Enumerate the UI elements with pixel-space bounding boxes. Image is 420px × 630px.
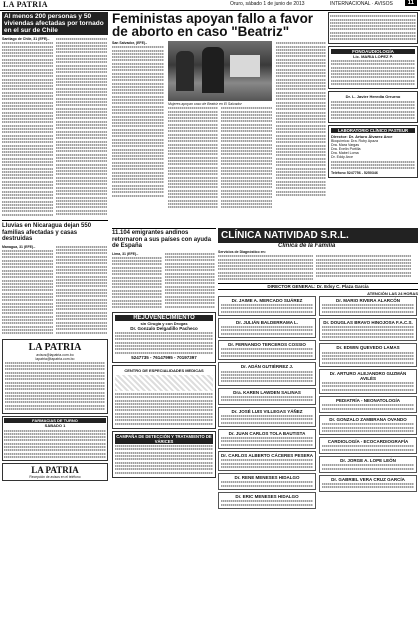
andinos-headline: 11.104 emigrantes andinos retornaron a sus países con ayuda de España (112, 228, 216, 250)
doctor-card: Dr. JULIÁN BALDERRAMA L. (218, 318, 316, 338)
doctor-card: Dr. JUAN CARLOS TOLA BAUTISTA (218, 429, 316, 449)
doctor-card: PEDIATRÍA - NEONATOLOGÍA (319, 396, 417, 413)
lab-staff-2: Dra. Evelin Portilla (331, 147, 361, 152)
doctor-card: CARDIOLOGÍA - ECOCARDIOGRAFÍA (319, 437, 417, 454)
doctor-card: Dr. DOUGLAS BRAVO HINOJOSA F.A.C.S. (319, 318, 417, 341)
doctor-card: Dr. FERNANDO TERCEROS COSSIO (218, 340, 316, 360)
andinos-story (112, 228, 216, 630)
clinic-ad (218, 228, 418, 630)
doctor-card: Dra. KAREN LAWDEN SALINAS (218, 388, 316, 405)
right-ads-column (328, 12, 418, 227)
issue-date: Oruro, sábado 1 de junio de 2013 (230, 1, 305, 7)
rejuv-doctor: Dr. Gonzalo Delgadillo Pacheco (130, 325, 198, 331)
lab-staff-1: Dra. Mara Vargas (331, 143, 360, 148)
fonoaudiologia-ad (328, 46, 418, 90)
lab-staff-0: Bioquímica: Dra. Ruby Apaza (331, 139, 378, 144)
masthead (0, 0, 420, 11)
doctor-card: Dr. ERIC MENESES HIDALGO (218, 492, 316, 509)
andinos-dateline: Lima, 31 (EFE).- (112, 251, 139, 256)
clinic-director: DIRECTOR GENERAL: Dr. Edsy C. Plaza García (218, 283, 418, 290)
left-dateline: Santiago de Chile, 31 (EFE).- (2, 37, 50, 41)
doctor-card: Dr. ARTURO ALEJANDRO GUZMÁN AVILÉS (319, 369, 417, 394)
doctor-card: Dr. MARIO RIVERA ALARCÓN (319, 296, 417, 316)
doctor-card: Dr. GONZALO ZAMBRANA OVANDO (319, 415, 417, 435)
lab-staff-4: Dr. Eddy Arce (331, 155, 353, 160)
doctor-card: Dr. CARLOS ALBERTO CÁCERES PESERA (218, 451, 316, 471)
fono-name: Lic. MARIA LOPEZ P. (353, 53, 393, 59)
lab-phone: Teléfono 5247756 - 5250346 (331, 170, 378, 175)
la-patria-title: LA PATRIA (28, 341, 82, 353)
main-photo (168, 41, 272, 101)
left-column (2, 12, 108, 630)
newspaper-logo: LA PATRIA (3, 0, 48, 9)
doctors-left-list (218, 296, 316, 511)
specialist-ad (112, 365, 216, 429)
story2-headline: Lluvias en Nicaragua dejan 550 familias afectadas y casas destruidas (2, 220, 108, 243)
rejuv-title: REJUVENECIMIENTO (115, 315, 213, 321)
clinic-subtitle: Clínica de la Familia (278, 243, 336, 249)
laboratorio-ad (328, 125, 418, 177)
footer-text: Recepción de avisos en el teléfono (29, 475, 81, 480)
fono-title: FONOAUDIOLOGÍA (331, 49, 415, 54)
doctor-card: Dr. JOSÉ LUIS VILLEGAS YÁÑEZ (218, 407, 316, 427)
main-headline: Feministas apoyan fallo a favor de aborto en caso "Beatriz" (112, 12, 314, 39)
rejuv-sub: sin Cirugía y con Drogas (140, 320, 188, 326)
farmacias-box (2, 416, 108, 461)
story2-dateline: Managua, 31 (EFE).- (2, 244, 36, 249)
specialist-title: CENTRO DE ESPECIALIDADES MEDICAS (124, 367, 204, 373)
rejuv-phone: 5247735 - 76147995 - 70197397 (131, 354, 197, 360)
varices-title: CAMPAÑA DE DETECCIÓN Y TRATAMIENTO DE VÁRICES (116, 433, 212, 444)
clinic-hours: ATENCIÓN LAS 24 HORAS (367, 290, 418, 296)
doctor-card: Dr. GABRIEL VERA CRUZ GARCÍA (319, 475, 417, 492)
la-patria-email[interactable]: avisos@lapatria.com.bo (36, 352, 74, 357)
clinic-title: CLÍNICA NATIVIDAD S.R.L. (218, 228, 418, 243)
la-patria-footer-box (2, 463, 108, 481)
doctors-right-list (319, 296, 417, 511)
doctor-card: Dr. JORGE A. LOPE LEÓN (319, 456, 417, 473)
page-number: 11 (405, 0, 417, 6)
rejuvenecimiento-ad (112, 312, 216, 363)
la-patria-footer: LA PATRIA (31, 465, 79, 476)
masthead-mini-ad (328, 12, 418, 44)
la-patria-box (2, 339, 108, 415)
varices-ad (112, 431, 216, 478)
doctor-card: Dr. JAIME A. MERCADO SUÁREZ (218, 296, 316, 316)
clinic-services-label: Servicios de Diagnóstico en: (218, 250, 266, 254)
lab-director: Director: Dr. Arturo Álvarez Arce (331, 134, 393, 140)
doctor-heredia-ad (328, 91, 418, 123)
doctor-card: Dr. RENE MENESES HIDALGO (218, 473, 316, 490)
farmacias-title: FARMACIAS DE TURNO (4, 418, 106, 423)
lab-title: LABORATORIO CLÍNICO PASTEUR (331, 128, 415, 133)
left-headline: Al menos 200 personas y 50 viviendas afectadas por tornado en el sur de Chile (2, 12, 108, 35)
lab-staff-3: Dra. Mabel Loma (331, 151, 359, 156)
main-photo-caption: Mujeres apoyan caso de Beatriz en El Salvador (168, 102, 242, 106)
doctor-card: Dr. EDWIN QUEVEDO LAMAS (319, 343, 417, 366)
main-dateline: San Salvador, (EFE).- (112, 41, 148, 45)
doctor1-name: Dr. L. Javier Heredia Orrurno (345, 94, 401, 100)
farmacias-day: SÁBADO 1 (44, 423, 66, 429)
main-story (112, 12, 326, 227)
section-label: INTERNACIONAL · AVISOS (330, 1, 393, 7)
la-patria-email-2[interactable]: lapatria@lapatria.com.bo (35, 356, 75, 361)
doctor-card: Dr. ADÁN GUTIÉRREZ J. (218, 362, 316, 385)
